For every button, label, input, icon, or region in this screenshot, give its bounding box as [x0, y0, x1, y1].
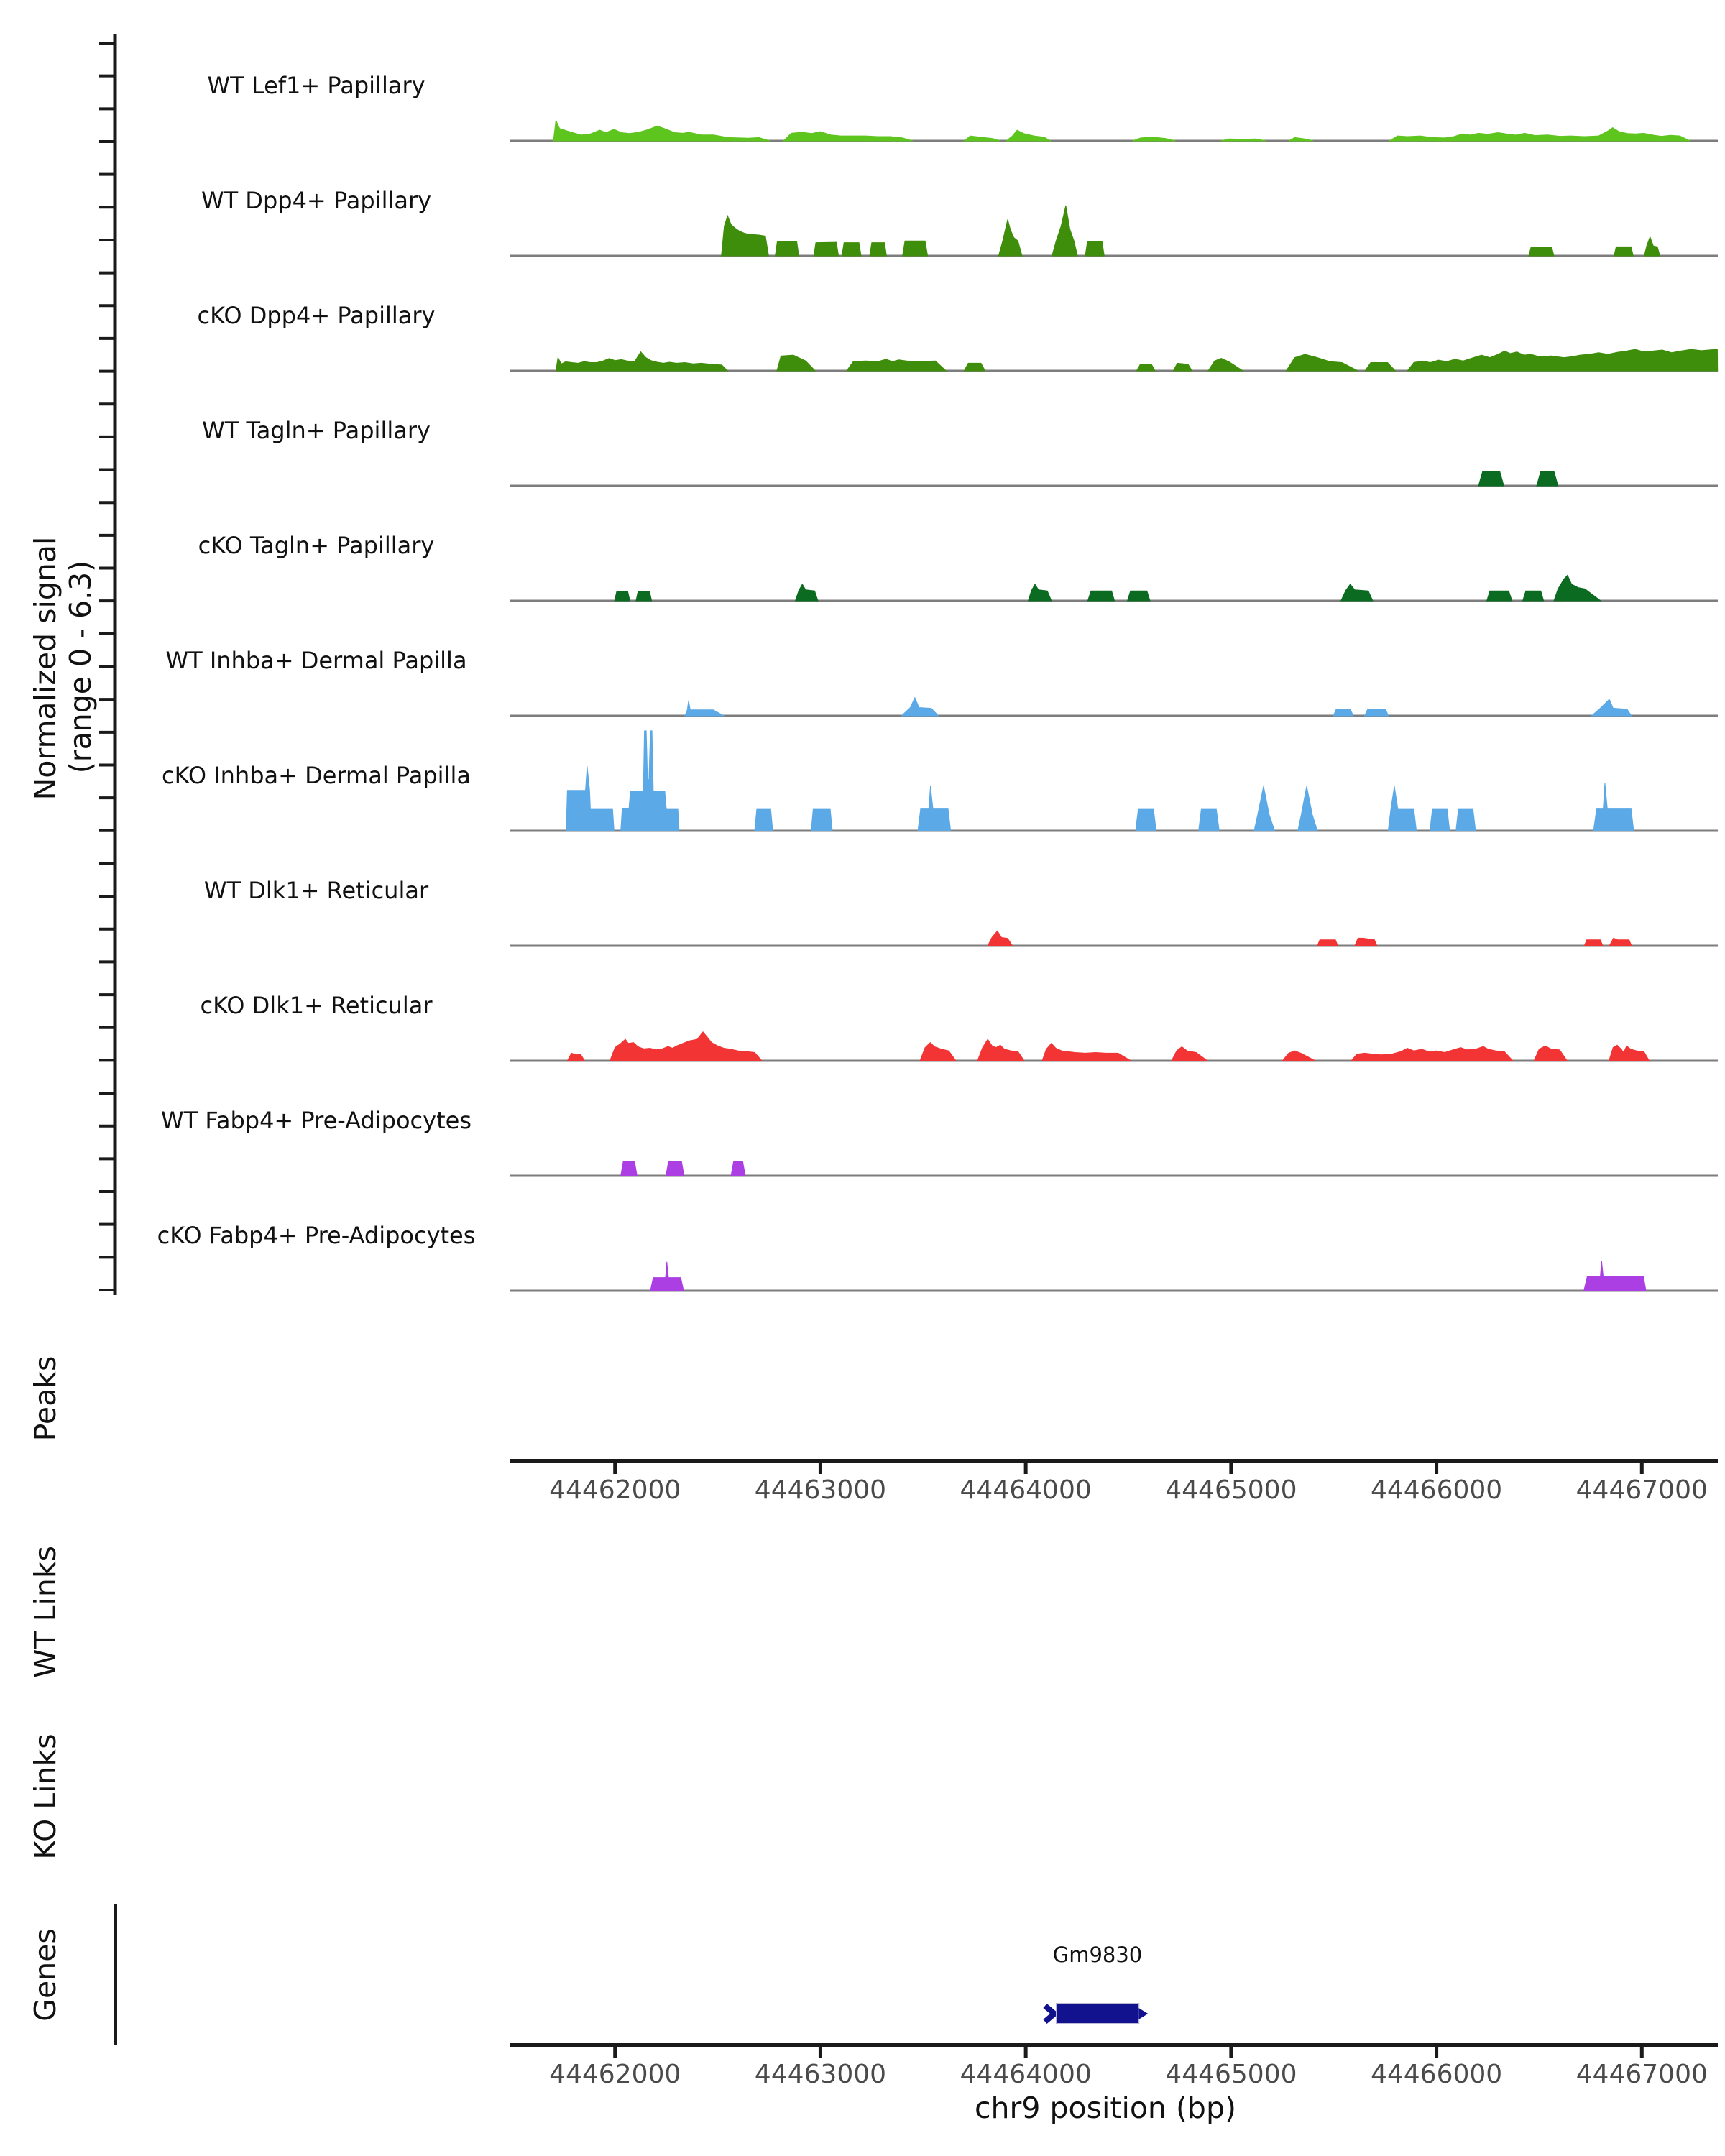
track-label: WT Inhba+ Dermal Papilla	[165, 647, 467, 674]
signal-area-10	[621, 1162, 745, 1176]
x-axis-tick-label: 44467000	[1576, 2060, 1708, 2089]
gene-strand-arrow-icon	[1045, 2006, 1054, 2022]
gene-direction-tip-icon	[1138, 2008, 1148, 2019]
x-axis-tick-label: 44466000	[1370, 2060, 1503, 2089]
x-axis-tick-label: 44462000	[549, 2060, 681, 2089]
section-label-peaks: Peaks	[28, 1355, 63, 1442]
signal-area-5	[615, 575, 1601, 601]
track-label: cKO Inhba+ Dermal Papilla	[162, 762, 471, 789]
track-label: cKO Fabp4+ Pre-Adipocytes	[157, 1222, 476, 1249]
signal-area-2	[722, 206, 1660, 256]
track-label: cKO Tagln+ Papillary	[198, 532, 435, 559]
track-label: WT Tagln+ Papillary	[202, 417, 431, 444]
x-axis-tick-label: 44465000	[1165, 2060, 1297, 2089]
x-axis-tick-label: 44466000	[1370, 1475, 1503, 1505]
section-label-genes: Genes	[28, 1928, 63, 2022]
signal-area-4	[1478, 471, 1558, 486]
signal-area-9	[567, 1032, 1649, 1061]
signal-area-8	[988, 931, 1632, 946]
section-label-ko-links: KO Links	[28, 1733, 63, 1860]
y-axis-label-line2: (range 0 - 6.3)	[63, 560, 98, 774]
track-label: WT Dlk1+ Reticular	[203, 877, 429, 904]
x-axis-tick-label: 44464000	[960, 1475, 1092, 1505]
signal-area-6	[685, 698, 1632, 716]
x-axis-tick-label: 44467000	[1576, 1475, 1708, 1505]
signal-area-1	[553, 120, 1690, 141]
y-axis-label-line1: Normalized signal	[28, 536, 63, 801]
x-axis-tick-label: 44463000	[754, 2060, 887, 2089]
x-axis-tick-label: 44462000	[549, 1475, 681, 1505]
x-axis-title: chr9 position (bp)	[975, 2091, 1236, 2125]
track-label: cKO Dlk1+ Reticular	[200, 992, 433, 1019]
x-axis-tick-label: 44465000	[1165, 1475, 1297, 1505]
x-axis-tick-label: 44464000	[960, 2060, 1092, 2089]
track-label: cKO Dpp4+ Papillary	[197, 302, 436, 329]
x-axis-tick-label: 44463000	[754, 1475, 887, 1505]
gene-name-label: Gm9830	[1052, 1943, 1143, 1967]
gene-body	[1057, 2004, 1138, 2024]
signal-area-7	[566, 731, 1634, 831]
track-label: WT Lef1+ Papillary	[207, 72, 426, 99]
section-label-wt-links: WT Links	[28, 1546, 63, 1678]
signal-area-11	[650, 1261, 1646, 1291]
signal-area-3	[556, 349, 1717, 371]
track-label: WT Dpp4+ Papillary	[201, 187, 432, 214]
track-label: WT Fabp4+ Pre-Adipocytes	[161, 1107, 472, 1134]
